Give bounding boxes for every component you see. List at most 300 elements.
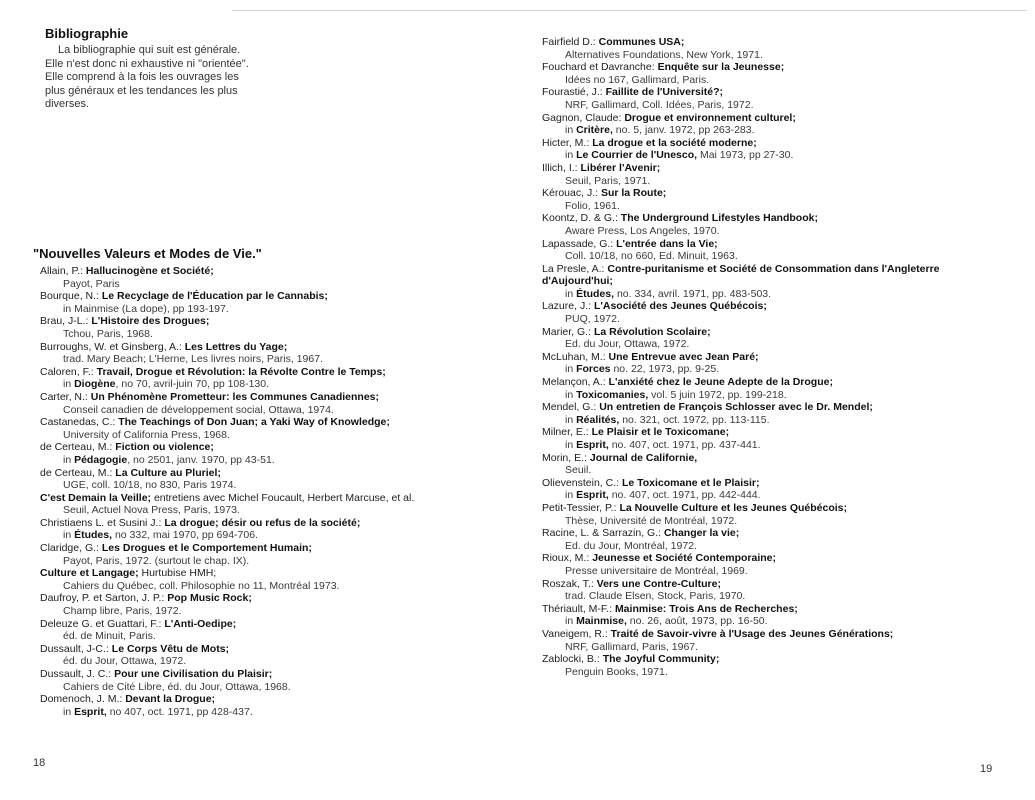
entry-heading: [542, 137, 940, 150]
entry-detail-text: no 407, oct. 1971, pp 428-437.: [106, 705, 253, 718]
entry-details: [542, 389, 940, 402]
entry-author: Claridge, G.:: [40, 542, 102, 555]
entry-title: Le Recyclage de l'Éducation par le Cannabis;: [101, 290, 328, 303]
entry-journal: Le Courrier de l'Unesco,: [576, 149, 698, 162]
entry-author: Daufroy, P. et Sarton, J. P.:: [40, 592, 168, 605]
entry-details: [542, 615, 940, 628]
entry-detail-text: Tchou, Paris, 1968.: [63, 327, 153, 340]
entry-journal: Mainmise,: [576, 615, 627, 628]
entry-details: [542, 641, 940, 654]
entry-heading: [40, 693, 414, 706]
bibliography-entry: [40, 517, 414, 542]
entry-title: Les Lettres du Yage;: [184, 340, 288, 353]
entry-heading: [542, 351, 940, 364]
entry-author: Hicter, M.:: [542, 136, 593, 149]
entry-heading: [542, 86, 940, 99]
entry-title: The Joyful Community;: [602, 653, 720, 666]
bibliography-entry: [542, 653, 940, 678]
entry-detail-text: Cahiers de Cité Libre, éd. du Jour, Ottawa, 1968.: [63, 680, 291, 693]
entry-heading: [542, 628, 940, 641]
bibliography-entry: [40, 366, 414, 391]
entry-detail-text: Folio, 1961.: [565, 199, 620, 212]
entry-author: Carter, N.:: [40, 390, 91, 403]
entry-detail-text: in: [63, 453, 75, 466]
entry-heading: [542, 477, 940, 490]
entry-title: Une Entrevue avec Jean Paré;: [608, 350, 759, 363]
entry-detail-text: UGE, coll. 10/18, no 830, Paris 1974.: [63, 479, 237, 492]
entry-author: Petit-Tessier, P.:: [542, 501, 620, 514]
entry-heading: [40, 542, 414, 555]
entry-heading: [542, 212, 940, 225]
entry-detail-text: in: [63, 705, 75, 718]
bibliography-entry: [40, 290, 414, 315]
entry-author: Marier, G.:: [542, 325, 594, 338]
entry-title: Pour une Civilisation du Plaisir;: [114, 668, 273, 680]
entry-heading: [40, 315, 414, 328]
entry-author: Koontz, D. & G.:: [542, 212, 621, 225]
entry-details: [542, 540, 940, 553]
entry-detail-text: Idées no 167, Gallimard, Paris.: [565, 73, 710, 86]
entry-title: Changer la vie;: [663, 527, 740, 540]
entry-details: [40, 404, 414, 417]
entry-heading: [542, 112, 940, 125]
bibliography-entry: [542, 326, 940, 351]
entry-heading: [40, 341, 414, 354]
entry-author: Roszak, T.:: [542, 577, 597, 590]
entry-detail-text: Cahiers du Québec, coll. Philosophie no 11, Montréal 1973.: [63, 579, 340, 592]
entry-detail-text: in: [565, 615, 577, 628]
entry-heading: [542, 162, 940, 175]
entry-details: [542, 225, 940, 238]
entry-author: Lazure, J.:: [542, 300, 594, 313]
entry-author: Olievenstein, C.:: [542, 476, 622, 489]
bibliography-entry: [40, 467, 414, 492]
entry-author: Illich, I.:: [542, 161, 581, 174]
intro-paragraph: [45, 44, 265, 112]
entry-detail-text: Mai 1973, pp 27-30.: [697, 149, 794, 162]
entry-detail-text: no. 321, oct. 1972, pp. 113-115.: [619, 413, 770, 426]
entry-journal: Réalités,: [576, 413, 620, 426]
entry-details: [40, 681, 414, 694]
entry-heading: [542, 426, 940, 439]
bibliography-entry: [542, 376, 940, 401]
entry-detail-text: éd. de Minuit, Paris.: [63, 630, 156, 643]
entry-heading: [40, 567, 414, 580]
entry-details: [542, 49, 940, 62]
entry-detail-text: trad. Claude Elsen, Stock, Paris, 1970.: [565, 590, 746, 603]
bibliography-entry: [542, 502, 940, 527]
entry-details: [542, 149, 940, 162]
entry-detail-text: in: [63, 378, 75, 391]
entry-title: L'Anti-Oedipe;: [164, 617, 237, 630]
bibliography-entry: [542, 477, 940, 502]
entry-heading: [542, 502, 940, 515]
entry-author: Mendel, G.:: [542, 401, 600, 414]
entry-author: Morin, E.:: [542, 451, 590, 464]
entry-heading: [542, 452, 940, 465]
entry-extra: Hurtubise HMH;: [138, 567, 217, 580]
entry-author: Lapassade, G.:: [542, 237, 617, 250]
entry-journal: Esprit,: [74, 705, 107, 718]
entry-title: La Révolution Scolaire;: [593, 325, 711, 338]
entry-heading: [542, 326, 940, 339]
entry-title: Un Phénomène Prometteur: les Communes Canadiennes;: [90, 390, 379, 403]
entry-title: Les Drogues et le Comportement Humain;: [101, 542, 312, 555]
entry-journal: Études,: [74, 529, 113, 542]
entry-details: [542, 363, 940, 376]
entry-author: Milner, E.:: [542, 426, 592, 439]
bibliography-entry: [40, 542, 414, 567]
bibliography-entry: [542, 238, 940, 263]
bibliography-entry: [542, 61, 940, 86]
entry-author: Dussault, J-C.:: [40, 642, 112, 655]
bibliography-entry: [542, 426, 940, 451]
entry-author: Allain, P.:: [40, 265, 86, 277]
right-page: [515, 0, 1035, 800]
entry-title: Culture et Langage;: [40, 567, 139, 580]
section-title: "Nouvelles Valeurs et Modes de Vie.": [33, 246, 262, 261]
bibliography-entry: [542, 578, 940, 603]
entry-author: Dussault, J. C.:: [40, 668, 115, 680]
entry-detail-text: Penguin Books, 1971.: [565, 665, 668, 678]
entry-detail-text: Payot, Paris, 1972. (surtout le chap. IX).: [63, 554, 250, 567]
entry-detail-text: University of California Press, 1968.: [63, 428, 230, 441]
entry-journal: Toxicomanies,: [576, 388, 649, 401]
entry-heading: [40, 643, 414, 656]
entry-heading: [40, 265, 414, 278]
entry-title: The Underground Lifestyles Handbook;: [620, 212, 818, 225]
entry-title: d'Aujourd'hui;: [542, 275, 613, 288]
entry-detail-text: NRF, Gallimard, Paris, 1967.: [565, 640, 699, 653]
bibliography-entry: [542, 628, 940, 653]
entry-author: de Certeau, M.:: [40, 466, 116, 479]
entry-author: Melançon, A.:: [542, 376, 609, 389]
entry-author: Rioux, M.:: [542, 552, 593, 565]
entry-heading: [40, 517, 414, 530]
bibliography-entry: [40, 265, 414, 290]
page-number-right: 19: [980, 763, 993, 775]
entry-author: Christiaens L. et Susini J.:: [40, 516, 165, 529]
entry-journal: Esprit,: [576, 439, 609, 451]
entry-author: Bourque, N.:: [40, 290, 102, 303]
entry-details: [40, 378, 414, 391]
entry-details: [40, 655, 414, 668]
entry-details: [542, 489, 940, 502]
entry-title: Le Plaisir et le Toxicomane;: [591, 426, 730, 439]
entry-detail-text: in: [565, 124, 577, 137]
intro-line: Elle n'est donc ni exhaustive ni "orientée".: [45, 57, 249, 70]
bibliography-entry: [542, 137, 940, 162]
entry-details: [40, 328, 414, 341]
entry-heading: [40, 492, 414, 505]
entry-title: Devant la Drogue;: [125, 693, 216, 706]
entry-author: Gagnon, Claude:: [542, 111, 625, 124]
entry-details: [40, 303, 414, 316]
entry-title: Un entretien de François Schlosser avec le Dr. Mendel;: [599, 401, 873, 414]
bibliography-entry: [40, 693, 414, 718]
entry-detail-text: no. 5, janv. 1972, pp 263-283.: [612, 124, 755, 137]
entry-title: Drogue et environnement culturel;: [624, 111, 796, 124]
bibliography-entry: [40, 492, 414, 517]
entry-heading: [542, 61, 940, 74]
entry-author: Kérouac, J.:: [542, 187, 601, 200]
entry-heading: [542, 263, 940, 276]
entry-title: Enquête sur la Jeunesse;: [657, 61, 785, 74]
entry-author: Fourastié, J.:: [542, 86, 606, 99]
entry-detail-text: Seuil.: [565, 464, 592, 477]
entry-heading: [542, 552, 940, 565]
entry-author: Zablocki, B.:: [542, 653, 603, 666]
entry-details: [40, 605, 414, 618]
entry-detail-text: éd. du Jour, Ottawa, 1972.: [63, 655, 187, 668]
entry-title: C'est Demain la Veille;: [40, 491, 152, 504]
entry-details: [542, 99, 940, 112]
entry-title: Le Corps Vêtu de Mots;: [111, 642, 230, 655]
bibliography-entry: [40, 441, 414, 466]
entry-detail-text: in: [565, 489, 577, 502]
entry-detail-text: , no 70, avril-juin 70, pp 108-130.: [115, 378, 270, 391]
entry-journal: Critère,: [576, 124, 613, 137]
entry-heading: [40, 416, 414, 429]
entry-detail-text: PUQ, 1972.: [565, 313, 620, 326]
entry-title: La Culture au Pluriel;: [115, 466, 221, 479]
entry-details: [40, 630, 414, 643]
entry-detail-text: Alternatives Foundations, New York, 1971.: [565, 48, 763, 61]
entry-journal: Études,: [576, 287, 615, 300]
entry-detail-text: Seuil, Actuel Nova Press, Paris, 1973.: [63, 504, 240, 517]
entry-details: [542, 288, 940, 301]
entry-author: Racine, L. & Sarrazin, G.:: [542, 527, 664, 540]
entry-author: Domenoch, J. M.:: [40, 693, 126, 706]
entry-details: [40, 580, 414, 593]
entry-details: [542, 565, 940, 578]
entry-heading: [40, 467, 414, 480]
entry-heading: [542, 300, 940, 313]
entry-heading: [542, 376, 940, 389]
entry-details: [40, 706, 414, 719]
entry-title: La Nouvelle Culture et les Jeunes Québécois;: [619, 501, 848, 514]
entry-details: [542, 313, 940, 326]
entry-author: Deleuze G. et Guattari, F.:: [40, 617, 165, 630]
entry-title: Pop Music Rock;: [167, 592, 252, 605]
bibliography-entry: [40, 416, 414, 441]
entry-heading: [40, 668, 414, 681]
entry-heading: [40, 618, 414, 631]
entry-journal: Pédagogie: [74, 453, 128, 466]
intro-line: plus généraux et les tendances les plus: [45, 84, 238, 97]
bibliography-entry: [542, 263, 940, 301]
entry-details: [542, 124, 940, 137]
bibliography-title: Bibliographie: [45, 26, 129, 41]
entry-author: Fouchard et Davranche:: [542, 61, 658, 74]
entry-details: [40, 504, 414, 517]
entry-details: [542, 200, 940, 213]
entry-heading: [542, 187, 940, 200]
entry-title: Le Toxicomane et le Plaisir;: [621, 476, 760, 489]
entry-author: Fairfield D.:: [542, 36, 599, 48]
entry-details: [542, 338, 940, 351]
entry-detail-text: Presse universitaire de Montréal, 1969.: [565, 564, 748, 577]
bibliography-entry: [40, 391, 414, 416]
bibliography-entry: [542, 452, 940, 477]
entry-detail-text: in: [565, 413, 577, 426]
entry-title: L'entrée dans la Vie;: [616, 237, 718, 250]
entry-details: [542, 590, 940, 603]
bibliography-entry: [40, 618, 414, 643]
entry-detail-text: Conseil canadien de développement social, Ottawa, 1974.: [63, 403, 334, 416]
entry-title: Fiction ou violence;: [115, 441, 214, 454]
entry-detail-text: Payot, Paris: [63, 277, 120, 290]
entry-title: Contre-puritanisme et Société de Consommation dans l'Angleterre: [607, 262, 940, 275]
entry-heading: [40, 592, 414, 605]
bibliography-entry: [542, 300, 940, 325]
entry-details: [542, 175, 940, 188]
entry-heading: [40, 290, 414, 303]
bibliography-entry: [40, 341, 414, 366]
entry-details: [542, 250, 940, 263]
entry-detail-text: in: [565, 287, 577, 300]
bibliography-entry: [40, 567, 414, 592]
entry-detail-text: Ed. du Jour, Ottawa, 1972.: [565, 338, 690, 351]
entry-heading: [542, 653, 940, 666]
entry-title: Faillite de l'Université?;: [605, 86, 724, 99]
entry-details: [542, 464, 940, 477]
entry-title: Traité de Savoir-vivre à l'Usage des Jeunes Générations;: [610, 627, 894, 640]
entry-detail-text: NRF, Gallimard, Coll. Idées, Paris, 1972.: [565, 98, 754, 111]
entry-author: de Certeau, M.:: [40, 441, 116, 454]
intro-line: diverses.: [45, 98, 90, 110]
entry-title: Jeunesse et Société Contemporaine;: [592, 552, 776, 565]
entry-detail-text: , no 2501, janv. 1970, pp 43-51.: [127, 453, 275, 466]
entry-heading: [542, 238, 940, 251]
entry-detail-text: Thèse, Université de Montréal, 1972.: [565, 514, 738, 527]
entry-heading: [542, 36, 940, 49]
entry-title: Vers une Contre-Culture;: [596, 577, 721, 590]
bibliography-entry: [542, 162, 940, 187]
left-entries: [40, 265, 414, 718]
entry-heading: [542, 527, 940, 540]
entry-heading: [542, 578, 940, 591]
entry-heading: [40, 366, 414, 379]
entry-details: [40, 353, 414, 366]
bibliography-entry: [542, 212, 940, 237]
bibliography-entry: [542, 603, 940, 628]
entry-author: McLuhan, M.:: [542, 350, 609, 363]
entry-title: Sur la Route;: [600, 187, 667, 200]
entry-detail-text: vol. 5 juin 1972, pp. 199-218.: [648, 388, 787, 401]
entry-detail-text: no. 22, 1973, pp. 9-25.: [610, 363, 720, 376]
bibliography-entry: [40, 592, 414, 617]
entry-detail-text: no 332, mai 1970, pp 694-706.: [112, 529, 258, 542]
entry-title: La drogue et la société moderne;: [592, 136, 757, 149]
bibliography-entry: [542, 552, 940, 577]
entry-details: [40, 278, 414, 291]
entry-title-continued: [542, 275, 940, 288]
entry-detail-text: Coll. 10/18, no 660, Ed. Minuit, 1963.: [565, 250, 738, 263]
entry-detail-text: no. 407, oct. 1971, pp. 437-441.: [608, 439, 761, 451]
entry-detail-text: in: [565, 388, 577, 401]
entry-detail-text: in: [565, 149, 577, 162]
entry-detail-text: in Mainmise (La dope), pp 193-197.: [63, 302, 229, 315]
entry-details: [542, 439, 940, 452]
bibliography-entry: [40, 315, 414, 340]
entry-author: Burroughs, W. et Ginsberg, A.:: [40, 340, 185, 353]
entry-author: Brau, J-L.:: [40, 315, 92, 328]
entry-details: [40, 555, 414, 568]
entry-title: The Teachings of Don Juan; a Yaki Way of Knowledge;: [118, 416, 390, 429]
entry-detail-text: Champ libre, Paris, 1972.: [63, 605, 182, 618]
entry-journal: Esprit,: [576, 489, 609, 502]
bibliography-entry: [542, 187, 940, 212]
entry-detail-text: no. 26, août, 1973, pp. 16-50.: [626, 615, 768, 628]
entry-detail-text: in: [63, 529, 75, 542]
entry-details: [40, 479, 414, 492]
entry-title: L'Histoire des Drogues;: [91, 315, 210, 328]
entry-heading: [40, 391, 414, 404]
entry-detail-text: trad. Mary Beach; L'Herne, Les livres noirs, Paris, 1967.: [63, 353, 323, 366]
bibliography-entry: [40, 668, 414, 693]
entry-details: [542, 515, 940, 528]
entry-title: Communes USA;: [598, 36, 685, 48]
bibliography-entry: [542, 351, 940, 376]
bibliography-entry: [542, 86, 940, 111]
entry-title: L'anxiété chez le Jeune Adepte de la Drogue;: [608, 376, 833, 389]
entry-title: Libérer l'Avenir;: [580, 161, 661, 174]
entry-details: [542, 666, 940, 679]
left-page: [0, 0, 515, 800]
bibliography-entry: [542, 527, 940, 552]
bibliography-entry: [542, 36, 940, 61]
bibliography-entry: [542, 401, 940, 426]
entry-title: La drogue; désir ou refus de la société;: [164, 516, 361, 529]
entry-title: Journal de Californie,: [589, 451, 698, 464]
entry-detail-text: Seuil, Paris, 1971.: [565, 174, 651, 187]
entry-detail-text: Ed. du Jour, Montréal, 1972.: [565, 539, 697, 552]
entry-details: [542, 414, 940, 427]
entry-details: [40, 429, 414, 442]
entry-details: [40, 529, 414, 542]
entry-detail-text: no. 334, avril. 1971, pp. 483-503.: [614, 287, 772, 300]
entry-details: [40, 454, 414, 467]
bibliography-entry: [40, 643, 414, 668]
entry-author: Vaneigem, R.:: [542, 627, 611, 640]
entry-journal: Forces: [576, 363, 611, 376]
entry-journal: Diogène: [74, 378, 116, 391]
entry-detail-text: no. 407, oct. 1971, pp. 442-444.: [608, 489, 761, 502]
entry-detail-text: Aware Press, Los Angeles, 1970.: [565, 224, 720, 237]
bibliography-entry: [542, 112, 940, 137]
entry-extra: entretiens avec Michel Foucault, Herbert Marcuse, et al.: [151, 491, 415, 504]
entry-detail-text: in: [565, 439, 577, 451]
entry-title: L'Asociété des Jeunes Québécois;: [593, 300, 767, 313]
page-number-left: 18: [33, 757, 46, 769]
entry-author: La Presle, A.:: [542, 262, 608, 275]
intro-line: La bibliographie qui suit est générale.: [58, 44, 241, 56]
entry-details: [542, 74, 940, 87]
entry-author: Caloren, F.:: [40, 365, 97, 378]
right-entries: [542, 36, 940, 678]
entry-author: Thériault, M-F.:: [542, 602, 615, 615]
entry-detail-text: in: [565, 363, 577, 376]
entry-title: Mainmise: Trois Ans de Recherches;: [614, 602, 798, 615]
entry-title: Hallucinogène et Société;: [85, 265, 214, 277]
intro-line: Elle comprend à la fois les ouvrages les: [45, 71, 239, 83]
entry-heading: [40, 441, 414, 454]
entry-author: Castanedas, C.:: [40, 416, 119, 429]
entry-heading: [542, 401, 940, 414]
entry-heading: [542, 603, 940, 616]
entry-title: Travail, Drogue et Révolution: la Révolte Contre le Temps;: [96, 365, 386, 378]
